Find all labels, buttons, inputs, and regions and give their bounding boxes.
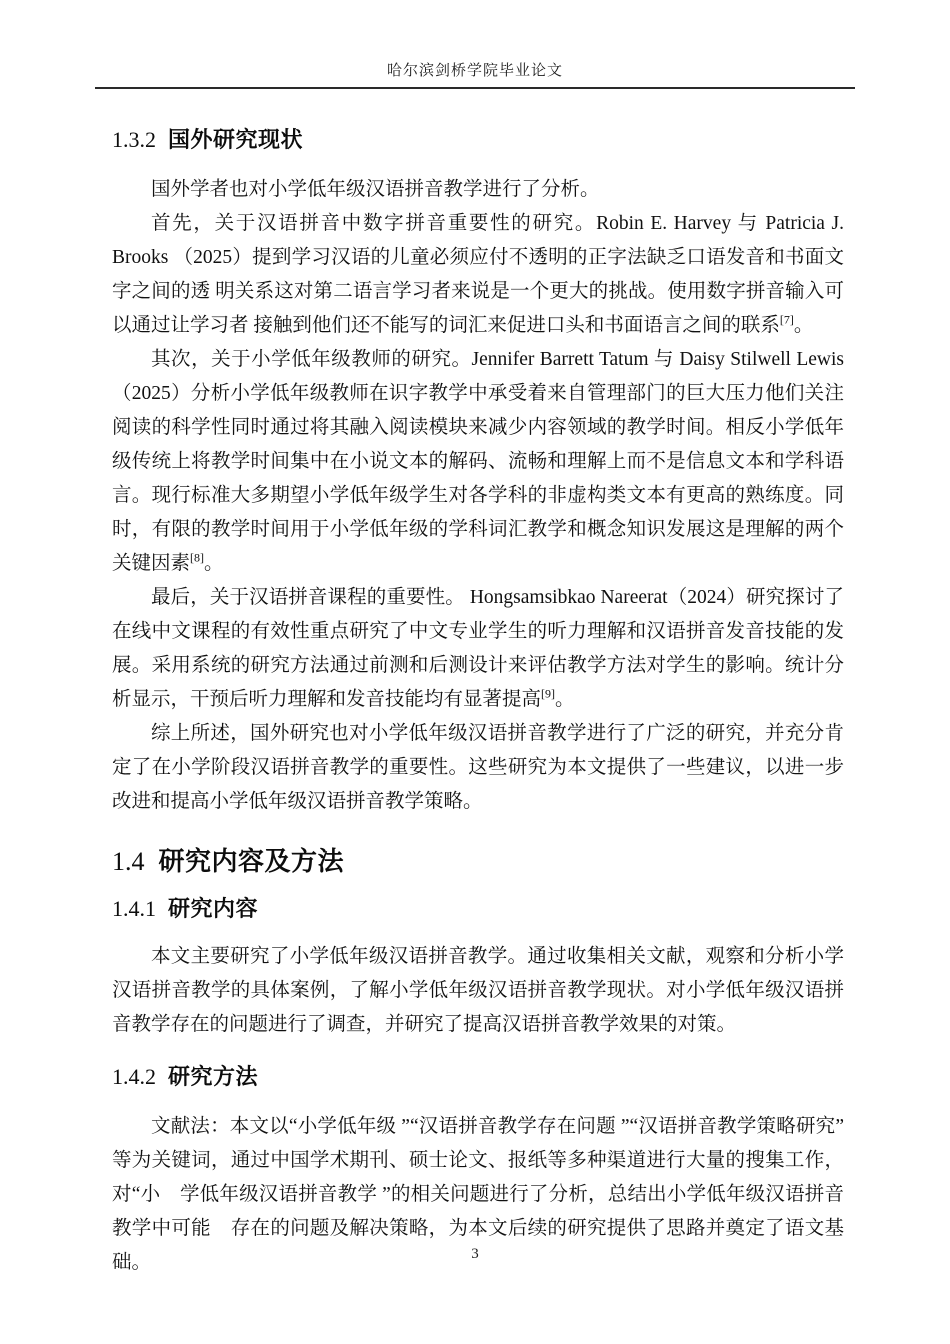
paragraph-text: 首先，关于汉语拼音中数字拼音重要性的研究。Robin E. Harvey 与 Patricia J. Brooks （2025）提到学习汉语的儿童必须应付不透明的正字法缺乏口语发音和书面文字之间的透 明关系这对第二语言学习者来说是一个更大的挑战。使用数字拼音输入可以通过让学习者 接触到他们还不能写的词汇来促进口头和书面语言之间的联系 (112, 213, 844, 336)
paragraph-text: 文献法：本文以“小学低年级 ”“汉语拼音教学存在问题 ”“汉语拼音教学策略研究” 等为关键词，通过中国学术期刊、硕士论文、报纸等多种渠道进行大量的搜集工作，对“小 学低年级汉语拼音教学 ”的相关问题进行了分析，总结出小学低年级汉语拼音教学中可能 存在的问题及解决策略，为本文后续的研究提供了思路并奠定了语文基础。 (112, 1116, 844, 1273)
paragraph-third-study (112, 581, 844, 717)
citation-ref-7: [7] (779, 312, 794, 327)
heading-1-3-2 (112, 125, 844, 155)
paragraph-intro (112, 173, 844, 207)
page-header-title: 哈尔滨剑桥学院毕业论文 (386, 63, 563, 79)
heading-number: 1.4.2 (112, 1064, 156, 1089)
heading-number: 1.3.2 (112, 127, 156, 152)
heading-number: 1.4 (112, 847, 145, 876)
paragraph-summary (112, 717, 844, 819)
heading-title: 研究内容及方法 (158, 846, 345, 876)
heading-1-4-2 (112, 1062, 844, 1092)
heading-1-4 (112, 843, 844, 880)
paragraph-first-study (112, 207, 844, 343)
paragraph-tail: 。 (555, 689, 575, 710)
page-number: 3 (471, 1246, 479, 1262)
content-column (112, 125, 844, 1280)
paragraph-text: 综上所述，国外研究也对小学低年级汉语拼音教学进行了广泛的研究，并充分肯定了在小学阶段汉语拼音教学的重要性。这些研究为本文提供了一些建议，以进一步改进和提高小学低年级汉语拼音教学策略。 (112, 723, 844, 812)
citation-ref-8: [8] (190, 550, 205, 565)
heading-title: 研究方法 (168, 1064, 259, 1089)
heading-1-4-1 (112, 894, 844, 924)
paragraph-text: 最后，关于汉语拼音课程的重要性。 Hongsamsibkao Nareerat（2024）研究探讨了在线中文课程的有效性重点研究了中文专业学生的听力理解和汉语拼音发音技能的发展。采用系统的研究方法通过前测和后测设计来评估教学方法对学生的影响。统计分析显示，干预后听力理解和发音技能均有显著提高 (112, 587, 844, 710)
paragraph-tail: 。 (793, 315, 814, 336)
paragraph-text: 本文主要研究了小学低年级汉语拼音教学。通过收集相关文献，观察和分析小学汉语拼音教学的具体案例，了解小学低年级汉语拼音教学现状。对小学低年级汉语拼音教学存在的问题进行了调查，并研究了提高汉语拼音教学效果的对策。 (112, 946, 844, 1035)
heading-title: 研究内容 (168, 896, 259, 921)
paragraph-text: 国外学者也对小学低年级汉语拼音教学进行了分析。 (151, 179, 600, 200)
paragraph-second-study (112, 343, 844, 581)
heading-title: 国外研究现状 (168, 127, 304, 152)
paragraph-text: 其次，关于小学低年级教师的研究。Jennifer Barrett Tatum 与 Daisy Stilwell Lewis（2025）分析小学低年级教师在识字教学中承受着来自管理部门的巨大压力他们关注阅读的科学性同时通过将其融入阅读模块来减少内容领域的教学时间。相反小学低年级传统上将教学时间集中在小说文本的解码、流畅和理解上而不是信息文本和学科语言。现行标准大多期望小学低年级学生对各学科的非虚构类文本有更高的熟练度。同时，有限的教学时间用于小学低年级的学科词汇教学和概念知识发展这是理解的两个关键因素 (112, 349, 844, 574)
header-rule (95, 87, 855, 89)
citation-ref-9: [9] (541, 686, 556, 701)
page-header (95, 0, 855, 81)
paragraph-tail: 。 (204, 553, 224, 574)
paragraph-research-content (112, 940, 844, 1042)
heading-number: 1.4.1 (112, 896, 156, 921)
